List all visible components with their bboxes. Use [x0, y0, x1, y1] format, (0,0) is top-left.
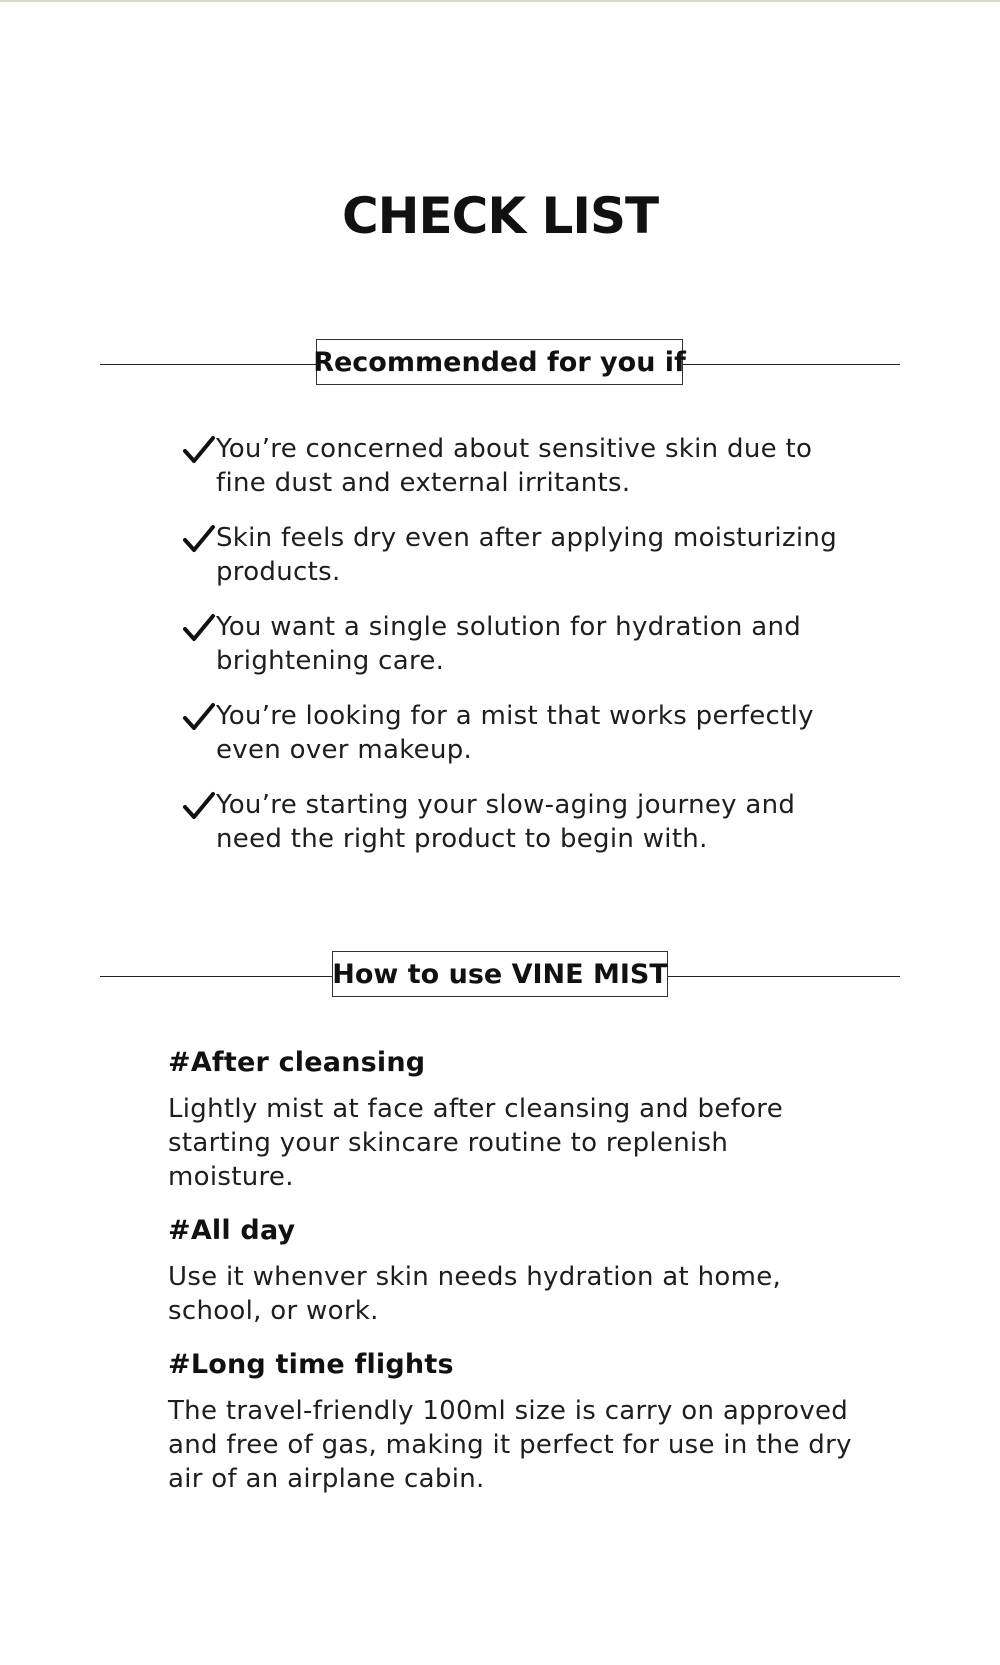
checklist-item: [182, 788, 842, 856]
checklist-item: [182, 521, 842, 589]
checklist-item: [182, 699, 842, 767]
checkmark-icon: [182, 701, 216, 735]
usage-block-all-day: [168, 1214, 858, 1328]
checklist-item-text: You’re concerned about sensitive skin due to fine dust and external irritants.: [216, 434, 813, 498]
checklist-item-text: You’re starting your slow-aging journey and need the right product to begin with.: [216, 790, 796, 854]
usage-block-long-flights: [168, 1348, 858, 1496]
checklist-item-text: You want a single solution for hydration and brightening care.: [216, 612, 802, 676]
how-to-use-header-label: How to use VINE MIST: [332, 951, 668, 997]
usage-heading: #All day: [168, 1215, 296, 1246]
checklist-item: [182, 432, 842, 500]
top-edge-divider: [0, 0, 1000, 2]
page-title: CHECK LIST: [341, 187, 659, 245]
usage-heading: #Long time flights: [168, 1349, 454, 1380]
checkmark-icon: [182, 434, 216, 468]
usage-instructions: [168, 1046, 858, 1516]
usage-heading: #After cleansing: [168, 1047, 426, 1078]
checklist-item-text: Skin feels dry even after applying moisturizing products.: [216, 523, 838, 587]
checklist-item: [182, 610, 842, 678]
checkmark-icon: [182, 523, 216, 557]
recommended-checklist: [182, 432, 842, 877]
usage-text: Lightly mist at face after cleansing and before starting your skincare routine to replenish moisture.: [168, 1094, 784, 1192]
recommended-section-header: [100, 339, 900, 389]
recommended-header-label: Recommended for you if: [316, 339, 683, 385]
checklist-item-text: You’re looking for a mist that works perfectly even over makeup.: [216, 701, 814, 765]
usage-block-after-cleansing: [168, 1046, 858, 1194]
how-to-use-section-header: [100, 951, 900, 1001]
checkmark-icon: [182, 790, 216, 824]
usage-text: The travel-friendly 100ml size is carry on approved and free of gas, making it perfect for use in the dry air of an airplane cabin.: [168, 1396, 852, 1494]
checkmark-icon: [182, 612, 216, 646]
usage-text: Use it whenver skin needs hydration at home, school, or work.: [168, 1262, 782, 1326]
